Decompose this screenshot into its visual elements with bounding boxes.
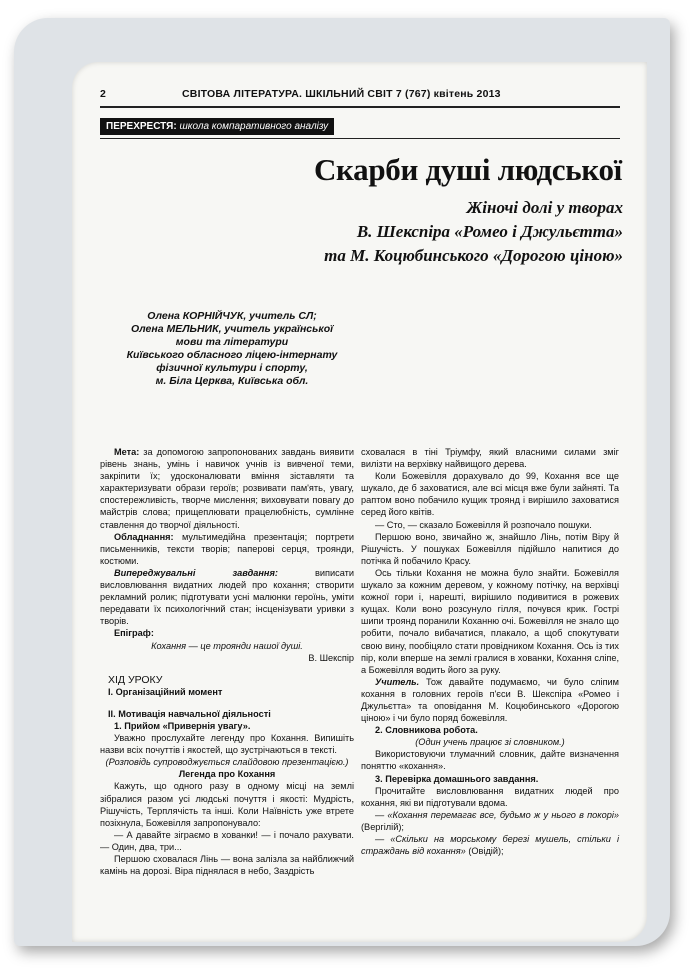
quote-author: (Овідій); (465, 846, 504, 857)
rubric-label-text: ПЕРЕХРЕСТЯ: (106, 121, 177, 132)
article-subtitle-2: В. Шекспіра «Ромео і Джульєтта» (356, 222, 623, 241)
item-note: (Розповідь супроводжується слайдовою презентацією.) (105, 757, 349, 768)
author-line: Олена МЕЛЬНИК, учитель української (130, 323, 334, 335)
epigraph-quote: Кохання — це троянди нашої душі. (151, 640, 303, 651)
story-paragraph: сховалася в тіні Тріумфу, який власними силами зміг вилізти на верхівку найвищого дерева. (361, 447, 619, 470)
item-text: Використовуючи тлумачний словник, дайте визначення поняттю «кохання». (361, 749, 619, 772)
advance-label: Випереджувальні завдання: (114, 567, 278, 578)
legend-paragraph: Першою сховалася Лінь — вона залізла за найближчий камінь на дорозі. Віра піднялася в небо, Заздрість (100, 854, 354, 877)
quote-item (361, 833, 619, 857)
author-line: Олена КОРНІЙЧУК, учитель СЛ; (147, 310, 317, 322)
story-paragraph: Ось тільки Кохання не можна було знайти. Божевілля шукало за кожним деревом, у кожному потічку, на верхівці кожної гори і, нарешті, вирішило подивитися в рожевих кущах. Коли воно розсунуло гілля, почувся крик. Гострі шипи троянд поранили Коханню очі. Божевілля не знало що робити, почало вибачатися, плакало, а щоб спокутувати свою вину, пообіцяло стати провідником Кохання. Ось із тих пір, коли вперше на землі гралися в хованки, Кохання сліпе, а Божевілля водить його за руку. (361, 567, 619, 675)
story-paragraph: — Сто, — сказало Божевілля й розпочало пошуки. (375, 519, 592, 530)
author-line: м. Біла Церква, Київська обл. (155, 375, 309, 387)
page-number: 2 (100, 88, 107, 100)
section-heading: ІІ. Мотивація навчальної діяльності (108, 708, 271, 719)
author-line: мови та літератури (175, 336, 289, 348)
lesson-heading: ХІД УРОКУ (108, 673, 163, 686)
rubric-bar (100, 118, 620, 139)
newspaper-page (72, 62, 647, 942)
equipment-label: Обладнання: (114, 531, 174, 542)
teacher-paragraph (361, 676, 619, 724)
rubric-text: школа компаративного аналізу (176, 121, 329, 132)
story-paragraph: Коли Божевілля дорахувало до 99, Кохання все ще шукало, де б заховатися, але всі місця вже були зайняті. Та раптом воно побачило кущик троянд і вирішило заховатися серед його квітів. (361, 471, 619, 518)
left-column (100, 446, 354, 877)
teacher-text: Тож давайте подумаємо, чи було сліпим кохання в головних героїв п'єси В. Шекспіра «Ромео і Джульєтта» та оповідання М. Коцюбинського «Дорогою ціною» і чи було поряд божевілля. (361, 676, 619, 724)
equipment-paragraph (100, 531, 354, 567)
article-title: Скарби душі людської (313, 152, 622, 187)
quote-text: — «Кохання перемагає все, будьмо ж у нього в покорі» (375, 809, 619, 820)
legend-paragraph: Кажуть, що одного разу в одному місці на землі зібралися разом усі людські почуття і якості: Мудрість, Рішучість, Терплячість та інші. Коли Наївність уже втрете позіхнула, Божевілля запропонувало: (100, 781, 354, 828)
running-header (100, 86, 620, 108)
advance-text: виписати висловлювання видатних людей про кохання; створити рекламний ролик; підготувати усні малюнки героїнь, уміти передавати їх психологічний стан; інсценізувати уривки з творів. (100, 567, 354, 627)
item-text: Уважно прослухайте легенду про Кохання. Випишіть назви всіх почуттів і якостей, що зустрічаються в тексті. (100, 733, 354, 756)
rubric-label (100, 118, 334, 135)
article-subtitle-3: та М. Коцюбинського «Дорогою ціною» (324, 246, 623, 265)
advance-paragraph (100, 567, 354, 627)
epigraph-author: В. Шекспір (308, 652, 354, 663)
article-subtitle-1: Жіночі долі у творах (466, 198, 623, 217)
section-heading: І. Організаційний момент (108, 686, 223, 697)
quote-author: (Вергілій); (361, 821, 404, 832)
authors-block (122, 310, 342, 388)
goal-paragraph (100, 446, 354, 531)
item-note: (Один учень працює зі словником.) (415, 737, 565, 748)
item-text: Прочитайте висловлювання видатних людей про кохання, які ви підготували вдома. (361, 785, 619, 808)
author-line: фізичної культури і спорту, (156, 362, 308, 374)
equipment-text: мультимедійна презентація; портрети письменників, тексти творів; паперові серця, троянди, костюми. (100, 531, 354, 566)
running-title: СВІТОВА ЛІТЕРАТУРА. ШКІЛЬНИЙ СВІТ 7 (767) квітень 2013 (182, 88, 501, 100)
teacher-label: Учитель. (375, 676, 420, 687)
goal-text: за допомогою запропонованих завдань виявити рівень знань, умінь і навичок учнів із вивченої теми, закріпити їх; удосконалювати вміння зіставляти та характеризувати образи героїв; розвивати пам'ять, увагу, спостережливість, творче мислення; виховувати повагу до майстрів слова; прищеплювати працелюбність, сумлінне ставлення до творчої діяльності. (100, 447, 354, 530)
right-column (361, 446, 619, 857)
story-paragraph: Першою воно, звичайно ж, знайшло Лінь, потім Віру й Рішучість. У пошуках Божевілля підійшло напитися до потічка й побачило Красу. (361, 531, 619, 566)
quote-item (361, 809, 619, 833)
epigraph-label: Епіграф: (114, 628, 154, 639)
quote-text: — «Скільки на морському березі мушель, стільки і страждань від кохання» (361, 834, 619, 857)
author-line: Київського обласного ліцею-інтернату (126, 349, 338, 361)
legend-paragraph: — А давайте зіграємо в хованки! — і почало рахувати. — Один, два, три... (100, 829, 354, 852)
legend-title: Легенда про Кохання (178, 769, 276, 780)
goal-label: Мета: (114, 447, 140, 457)
item-heading: 3. Перевірка домашнього завдання. (375, 773, 539, 784)
photo-frame (14, 18, 670, 946)
item-heading: 1. Прийом «Привернія увагу». (114, 720, 251, 731)
item-heading: 2. Словникова робота. (375, 725, 478, 736)
